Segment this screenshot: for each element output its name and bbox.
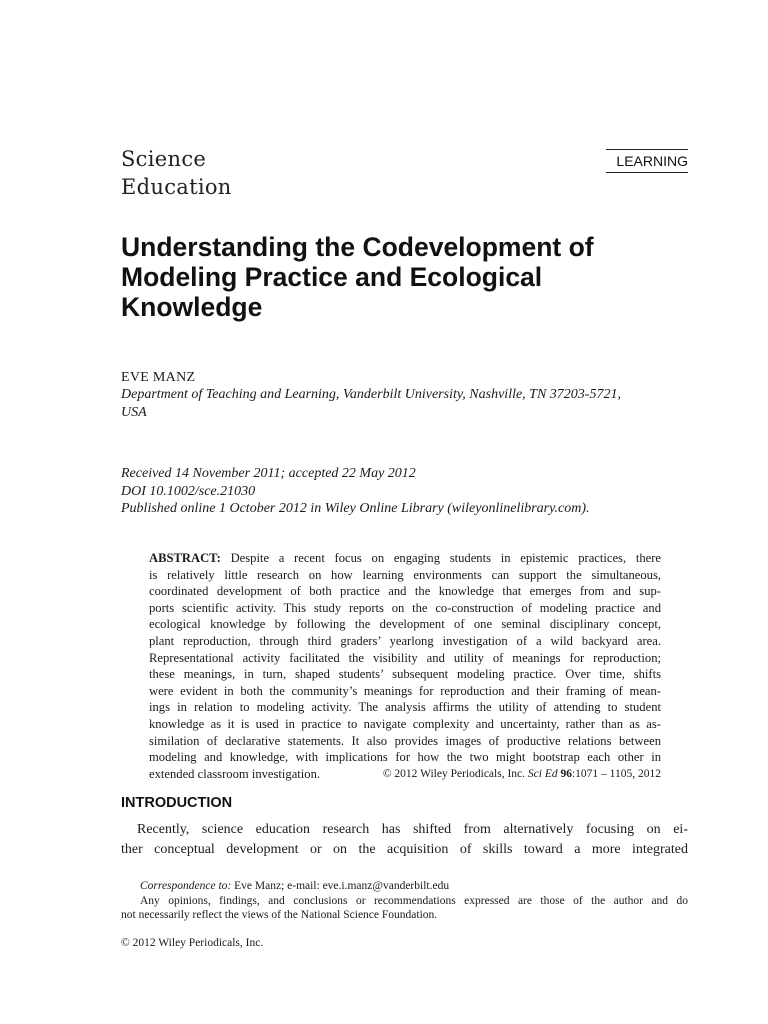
journal-name-line-1: Science — [121, 147, 207, 171]
author-name: EVE MANZ — [121, 370, 196, 385]
citation-volume: 96 — [560, 767, 572, 780]
body-line: ther conceptual development or on the acquisition of skills toward a more integrated — [121, 841, 688, 857]
abstract-label: ABSTRACT: — [149, 551, 221, 565]
abstract-line: ecological knowledge by following the development of one seminal disciplinary concept, — [149, 617, 661, 632]
body-line: Recently, science education research has shifted from alternatively focusing on ei- — [137, 822, 688, 837]
abstract-line: ports scientific activity. This study reports on the co-construction of modeling practice and — [149, 600, 661, 615]
received-date: Received 14 November 2011; accepted 22 May 2012 — [121, 466, 416, 481]
abstract-line: is relatively little research on how learning environments can support the simultaneous, — [149, 567, 661, 582]
abstract-line — [149, 550, 661, 567]
published-online: Published online 1 October 2012 in Wiley Online Library (wileyonlinelibrary.com). — [121, 501, 590, 516]
journal-name — [121, 145, 232, 201]
article-title-line-2: Modeling Practice and Ecological — [121, 262, 543, 292]
abstract-line: these meanings, in turn, shaped students’ subsequent modeling practice. Over time, shifts — [149, 667, 661, 682]
abstract-last-line — [149, 766, 661, 783]
article-title-line-1: Understanding the Codevelopment of — [121, 232, 594, 262]
footnotes — [121, 879, 688, 923]
author-affiliation — [121, 386, 691, 422]
correspondence-text: Eve Manz; e-mail: eve.i.manz@vanderbilt.edu — [231, 880, 450, 892]
citation-copyright: © 2012 Wiley Periodicals, Inc. — [382, 767, 526, 780]
abstract — [149, 550, 661, 782]
abstract-text: Despite a recent focus on engaging students in epistemic practices, there — [230, 551, 661, 565]
abstract-line: plant reproduction, through third graders’ yearlong investigation of a wild backyard area. — [149, 633, 661, 648]
doi: DOI 10.1002/sce.21030 — [121, 483, 256, 499]
correspondence-label: Correspondence to: — [140, 880, 232, 892]
citation-journal: Sci Ed — [527, 767, 558, 780]
correspondence-note — [121, 879, 688, 894]
abstract-line: ings in relation to modeling activity. The analysis affirms the utility of attending to student — [149, 700, 661, 715]
section-tag: LEARNING — [606, 149, 688, 173]
citation-pages: :1071 – 1105, 2012 — [571, 767, 661, 780]
page-copyright: © 2012 Wiley Periodicals, Inc. — [121, 937, 264, 949]
affiliation-line-2: USA — [121, 405, 147, 420]
article-title — [121, 232, 701, 322]
introduction-text — [121, 820, 688, 859]
article-title-line-3: Knowledge — [121, 292, 263, 322]
disclaimer-line-1: Any opinions, findings, and conclusions or recommendations expressed are those of the author and do — [140, 894, 688, 907]
abstract-line: coordinated development of both practice and the knowledge that emerges from and sup- — [149, 584, 661, 599]
abstract-line: Representational activity facilitated the visibility and utility of meanings for reproduction; — [149, 650, 661, 665]
abstract-text: extended classroom investigation. — [149, 766, 321, 781]
abstract-line: were evident in both the community’s meanings for reproduction and their framing of mean- — [149, 683, 661, 698]
affiliation-line-1: Department of Teaching and Learning, Vanderbilt University, Nashville, TN 37203-5721, — [121, 387, 621, 402]
abstract-line: similation of declarative statements. It also provides images of productive relations between — [149, 733, 661, 748]
abstract-citation — [383, 766, 661, 783]
abstract-line: modeling and knowledge, with implications for how the two might bootstrap each other in — [149, 750, 661, 765]
publication-info — [121, 465, 691, 518]
section-heading-introduction: INTRODUCTION — [121, 795, 233, 811]
journal-name-line-2: Education — [121, 175, 232, 199]
disclaimer-line-2: not necessarily reflect the views of the National Science Foundation. — [121, 909, 438, 921]
abstract-line: knowledge as it is used in practice to navigate complexity and uncertainty, rather than as as- — [149, 716, 661, 731]
